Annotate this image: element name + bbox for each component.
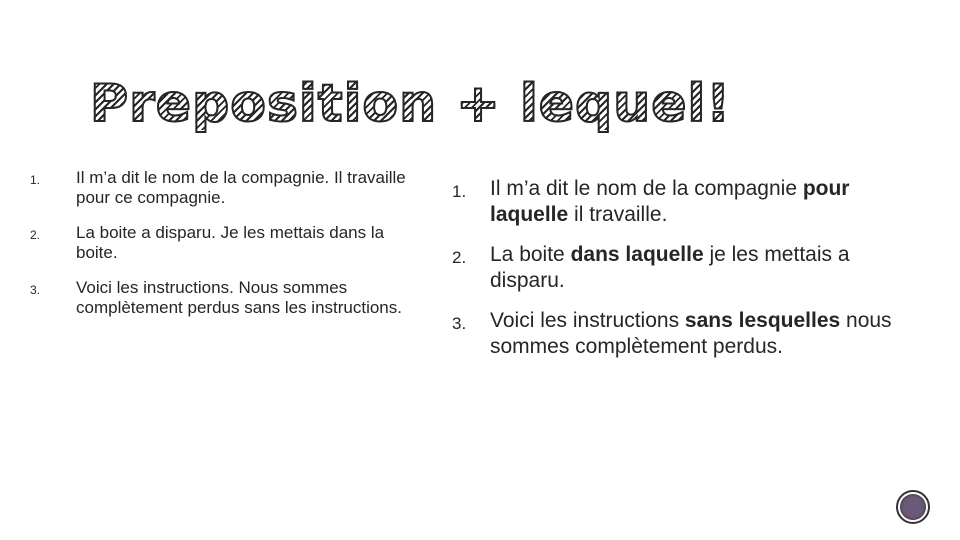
- item-number: 1.: [452, 182, 467, 201]
- slide-title: Preposition + lequel!: [90, 74, 732, 134]
- item-text-before: La boite: [490, 243, 571, 266]
- item-text-before: Il m’a dit le nom de la compagnie: [490, 177, 803, 200]
- item-text-after: je les mettais a disparu.: [490, 243, 850, 292]
- item-number: 3.: [30, 283, 41, 297]
- item-number: 2.: [30, 228, 41, 242]
- list-item: [30, 168, 410, 208]
- circle-badge-icon[interactable]: [896, 490, 930, 524]
- item-preposition-bold: sans lesquelles: [684, 309, 841, 332]
- item-text-after: il travaille.: [568, 203, 668, 226]
- combined-sentences-list: [452, 176, 922, 374]
- list-item: [452, 242, 922, 294]
- list-item: [452, 176, 922, 228]
- list-item: [30, 223, 410, 263]
- item-text-after: nous sommes complètement perdus.: [490, 309, 892, 358]
- item-text: La boite a disparu. Je les mettais dans la boite.: [76, 223, 385, 262]
- original-sentences-list: [30, 168, 410, 333]
- item-number: 1.: [30, 173, 41, 187]
- item-number: 2.: [452, 248, 467, 267]
- badge-inner: [900, 494, 926, 520]
- list-item: [452, 308, 922, 360]
- item-preposition-bold: pour laquelle: [490, 177, 850, 226]
- item-number: 3.: [452, 314, 467, 333]
- item-text: Voici les instructions. Nous sommes complètement perdus sans les instructions.: [76, 278, 402, 317]
- item-text: Il m’a dit le nom de la compagnie. Il travaille pour ce compagnie.: [76, 168, 406, 207]
- item-text-before: Voici les instructions: [490, 309, 685, 332]
- item-preposition-bold: dans laquelle: [570, 243, 704, 266]
- list-item: [30, 278, 410, 318]
